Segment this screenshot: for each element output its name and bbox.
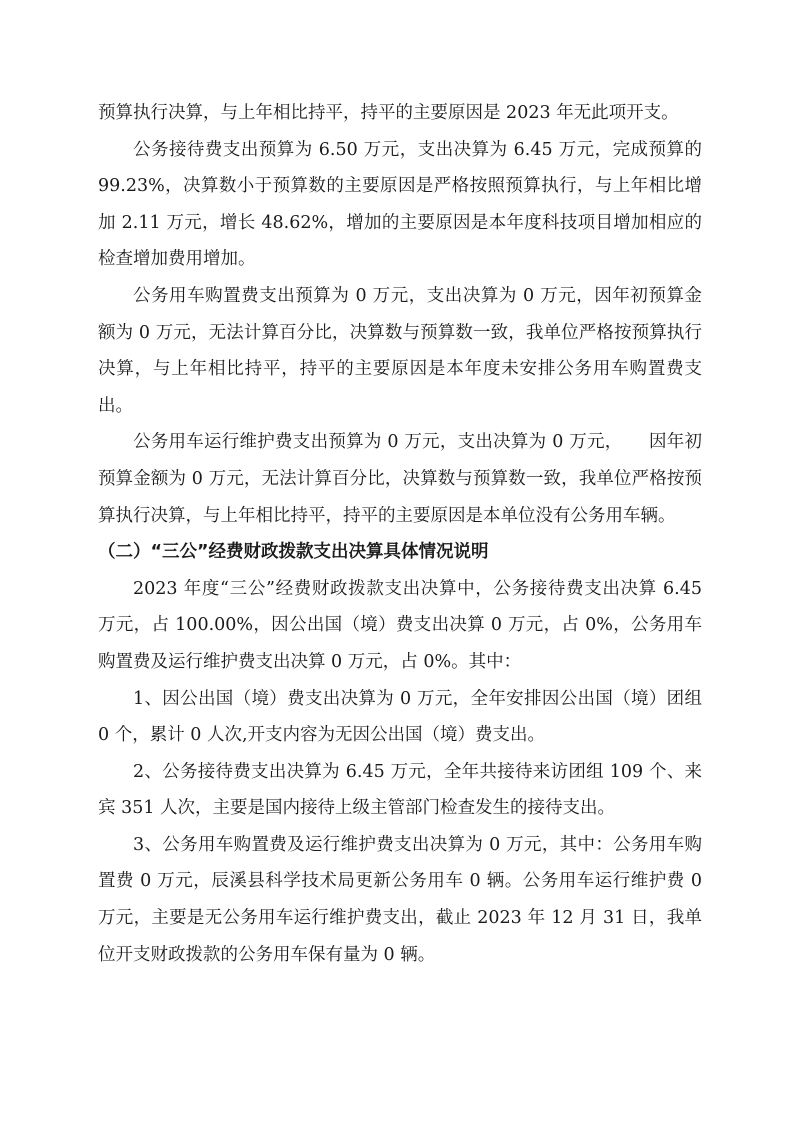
- paragraph-vehicle-maintenance-part1: 公务用车运行维护费支出预算为 0 万元，支出决算为 0 万元，: [133, 432, 623, 453]
- paragraph-continuation: 预算执行决算，与上年相比持平，持平的主要原因是 2023 年无此项开支。: [98, 103, 679, 123]
- list-item-reception: 2、公务接待费支出决算为 6.45 万元，全年共接待来访团组 109 个、来宾 351 人次，主要是国内接待上级主管部门检查发生的接待支出。: [98, 761, 702, 819]
- paragraph-summary: 2023 年度“三公”经费财政拨款支出决算中，公务接待费支出决算 6.45 万元，占 100.00%，因公出国（境）费支出决算 0 万元，占 0%，公务用车购置费及运行维护费支出决算 0 万元，占 0%。其中：: [98, 578, 702, 672]
- list-item-overseas: 1、因公出国（境）费支出决算为 0 万元，全年安排因公出国（境）团组 0 个，累计 0 人次,开支内容为无因公出国（境）费支出。: [98, 688, 702, 746]
- paragraph-reception-expense: 公务接待费支出预算为 6.50 万元，支出决算为 6.45 万元，完成预算的 99.23%，决算数小于预算数的主要原因是严格按照预算执行，与上年相比增加 2.11 万元，增长 48.62%，增加的主要原因是本年度科技项目增加相应的检查增加费用增加。: [98, 139, 702, 270]
- paragraph-vehicle-purchase: 公务用车购置费支出预算为 0 万元，支出决算为 0 万元，因年初预算金额为 0 万元，无法计算百分比，决算数与预算数一致，我单位严格按预算执行决算，与上年相比持平，持平的主要原因是本年度未安排公务用车购置费支出。: [98, 285, 702, 416]
- paragraph-vehicle-maintenance-part2: 因年初预算金额为 0 万元，无法计算百分比，决算数与预算数一致，我单位严格按预算执行决算，与上年相比持平，持平的主要原因是本单位没有公务用车辆。: [98, 432, 702, 526]
- list-item-vehicle: 3、公务用车购置费及运行维护费支出决算为 0 万元，其中：公务用车购置费 0 万元，辰溪县科学技术局更新公务用车 0 辆。公务用车运行维护费 0 万元，主要是无公务用车运行维护费支出，截止 2023 年 12 月 31 日，我单位开支财政拨款的公务用车保有量为 0 辆。: [98, 834, 702, 965]
- paragraph-vehicle-maintenance: [98, 424, 702, 534]
- section-heading: （二）“三公”经费财政拨款支出决算具体情况说明: [98, 542, 489, 563]
- document-body: [98, 95, 702, 973]
